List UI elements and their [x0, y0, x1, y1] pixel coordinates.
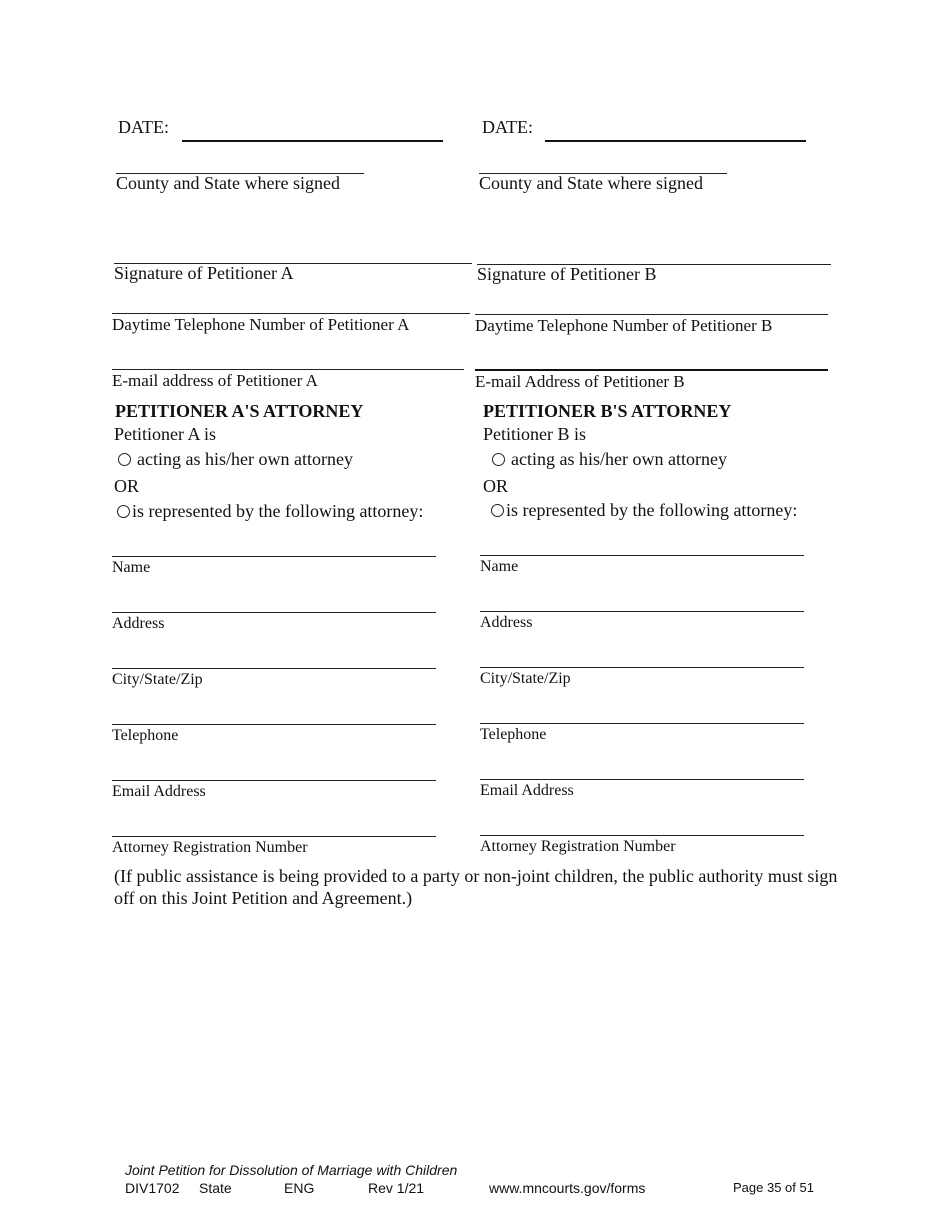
public-assistance-note: (If public assistance is being provided to a party or non-joint children, the public authority must sign off on this Joint Petition and Agreement.) — [114, 866, 838, 908]
footer-jurisdiction: State — [199, 1180, 232, 1196]
radio-button-icon — [492, 453, 505, 466]
attorney-email-label-a: Email Address — [112, 783, 206, 800]
attorney-name-field-a[interactable] — [112, 530, 436, 556]
county-field-b[interactable] — [479, 148, 727, 174]
attorney-telephone-label-b: Telephone — [480, 726, 547, 743]
or-label-b: OR — [483, 476, 509, 496]
attorney-address-label-b: Address — [480, 614, 533, 631]
attorney-address-field-a[interactable] — [112, 586, 436, 612]
phone-field-b[interactable] — [475, 288, 828, 314]
attorney-email-field-a[interactable] — [112, 754, 436, 780]
attorney-city-field-a[interactable] — [112, 642, 436, 668]
footer-url[interactable]: www.mncourts.gov/forms — [489, 1180, 646, 1196]
date-line-b — [545, 140, 806, 142]
attorney-telephone-field-a[interactable] — [112, 698, 436, 724]
radio-represented-a[interactable] — [117, 501, 423, 521]
footer-page-number: Page 35 of 51 — [733, 1180, 814, 1195]
radio-own-attorney-a[interactable] — [118, 449, 353, 469]
phone-field-a[interactable] — [112, 287, 470, 313]
county-label-a: County and State where signed — [116, 173, 340, 193]
attorney-registration-line-a — [112, 836, 436, 837]
attorney-telephone-line-b — [480, 723, 804, 724]
attorney-city-field-b[interactable] — [480, 641, 804, 667]
county-field-a[interactable] — [116, 148, 364, 174]
date-label-b: DATE: — [482, 117, 533, 137]
radio-represented-label: is represented by the following attorney: — [506, 500, 798, 520]
attorney-registration-field-b[interactable] — [480, 809, 804, 835]
signature-field-a[interactable] — [114, 237, 472, 263]
attorney-name-line-b — [480, 555, 804, 556]
footer-revision: Rev 1/21 — [368, 1180, 425, 1196]
radio-represented-b[interactable] — [491, 500, 797, 520]
date-label-a: DATE: — [118, 117, 169, 137]
attorney-address-line-b — [480, 611, 804, 612]
attorney-telephone-line-a — [112, 724, 436, 725]
attorney-registration-field-a[interactable] — [112, 810, 436, 836]
radio-represented-label: is represented by the following attorney: — [132, 501, 424, 521]
attorney-telephone-label-a: Telephone — [112, 727, 179, 744]
attorney-heading-b: PETITIONER B'S ATTORNEY — [483, 401, 732, 421]
attorney-name-label-b: Name — [480, 558, 519, 575]
email-label-b: E-mail Address of Petitioner B — [475, 372, 685, 391]
radio-own-attorney-b[interactable] — [492, 449, 727, 469]
signature-label-a: Signature of Petitioner A — [114, 263, 294, 283]
footer-language: ENG — [284, 1180, 315, 1196]
or-label-a: OR — [114, 476, 140, 496]
attorney-registration-label-a: Attorney Registration Number — [112, 839, 308, 856]
attorney-address-line-a — [112, 612, 436, 613]
attorney-email-line-b — [480, 779, 804, 780]
attorney-telephone-field-b[interactable] — [480, 697, 804, 723]
phone-label-a: Daytime Telephone Number of Petitioner A — [112, 315, 410, 334]
attorney-name-label-a: Name — [112, 559, 151, 576]
date-field-b[interactable] — [545, 114, 806, 140]
phone-line-b — [475, 314, 828, 315]
attorney-name-field-b[interactable] — [480, 529, 804, 555]
email-line-a — [112, 369, 464, 370]
attorney-registration-line-b — [480, 835, 804, 836]
phone-line-a — [112, 313, 470, 314]
attorney-address-field-b[interactable] — [480, 585, 804, 611]
petitioner-is-label-b: Petitioner B is — [483, 424, 586, 444]
signature-field-b[interactable] — [477, 238, 831, 264]
date-field-a[interactable] — [182, 114, 443, 140]
phone-label-b: Daytime Telephone Number of Petitioner B — [475, 316, 773, 335]
attorney-city-label-b: City/State/Zip — [480, 670, 571, 687]
email-field-a[interactable] — [112, 343, 464, 369]
attorney-email-label-b: Email Address — [480, 782, 574, 799]
attorney-address-label-a: Address — [112, 615, 165, 632]
attorney-city-line-a — [112, 668, 436, 669]
attorney-name-line-a — [112, 556, 436, 557]
attorney-email-line-a — [112, 780, 436, 781]
radio-own-attorney-label: acting as his/her own attorney — [137, 449, 353, 469]
county-label-b: County and State where signed — [479, 173, 703, 193]
radio-button-icon — [118, 453, 131, 466]
radio-own-attorney-label: acting as his/her own attorney — [511, 449, 727, 469]
email-field-b[interactable] — [475, 343, 828, 369]
email-line-b — [475, 369, 828, 371]
attorney-city-label-a: City/State/Zip — [112, 671, 203, 688]
radio-button-icon — [117, 505, 130, 518]
footer-form-id: DIV1702 — [125, 1180, 180, 1196]
radio-button-icon — [491, 504, 504, 517]
attorney-registration-label-b: Attorney Registration Number — [480, 838, 676, 855]
email-label-a: E-mail address of Petitioner A — [112, 371, 318, 390]
attorney-heading-a: PETITIONER A'S ATTORNEY — [115, 401, 364, 421]
petitioner-is-label-a: Petitioner A is — [114, 424, 217, 444]
date-line-a — [182, 140, 443, 142]
signature-label-b: Signature of Petitioner B — [477, 264, 657, 284]
attorney-city-line-b — [480, 667, 804, 668]
attorney-email-field-b[interactable] — [480, 753, 804, 779]
footer-form-title: Joint Petition for Dissolution of Marriage with Children — [125, 1162, 458, 1178]
